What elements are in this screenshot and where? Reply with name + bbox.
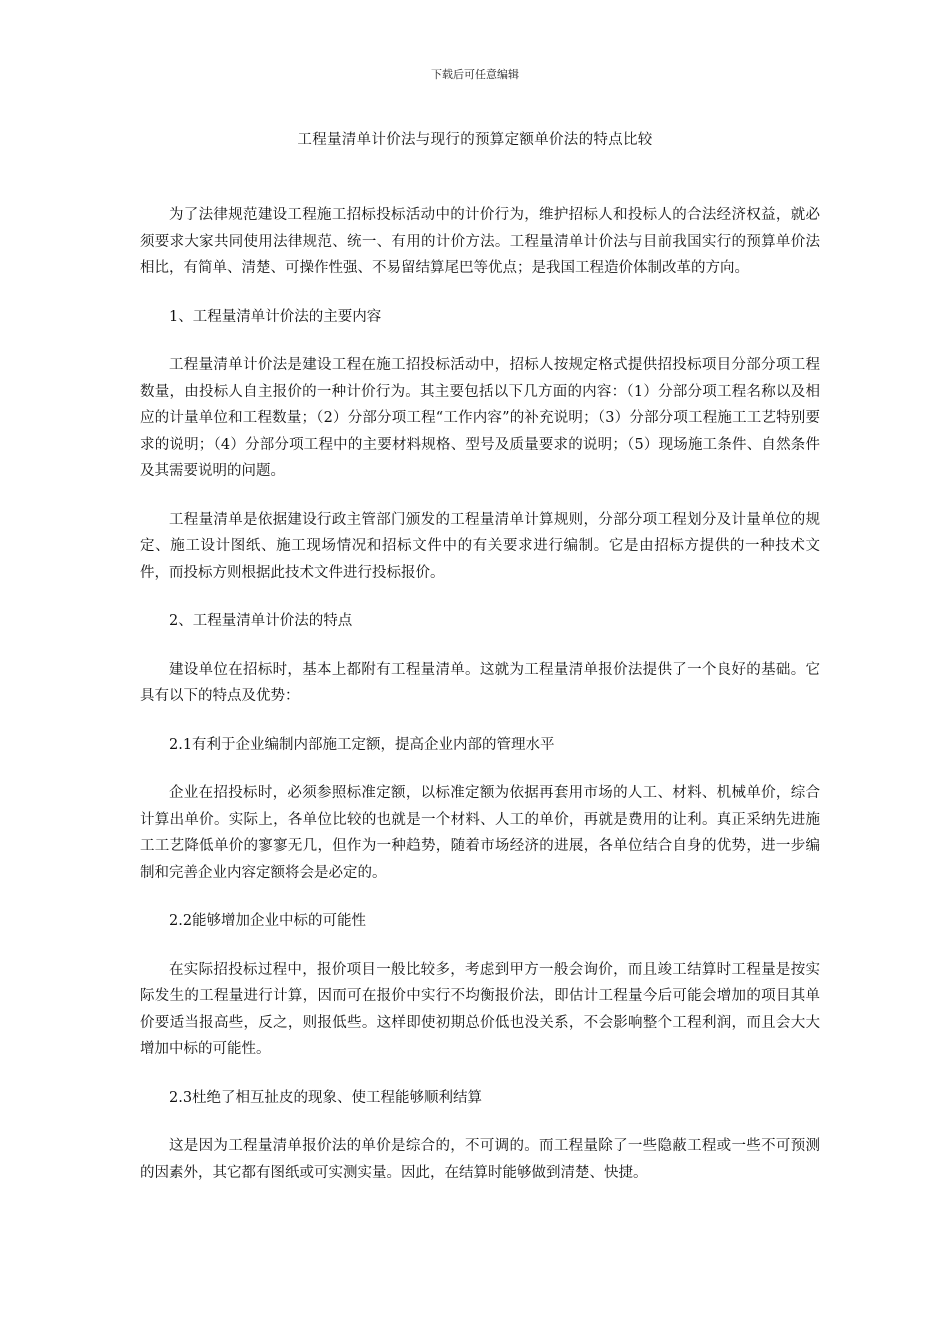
- paragraph-intro: 为了法律规范建设工程施工招标投标活动中的计价行为，维护招标人和投标人的合法经济权益，就必须要求大家共同使用法律规范、统一、有用的计价方法。工程量清单计价法与目前我国实行的预算单价法相比，有简单、清楚、可操作性强、不易留结算尾巴等优点；是我国工程造价体制改革的方向。: [140, 207, 820, 276]
- subsection-heading-2-2: 2.2能够增加企业中标的可能性: [169, 913, 367, 929]
- document-body: [140, 202, 820, 1208]
- paragraph-2-3: 这是因为工程量清单报价法的单价是综合的，不可调的。而工程量除了一些隐蔽工程或一些不可预测的因素外，其它都有图纸或可实测实量。因此，在结算时能够做到清楚、快捷。: [140, 1138, 820, 1181]
- header-note: 下载后可任意编辑: [431, 68, 519, 81]
- paragraph-content: 工程量清单计价法是建设工程在施工招投标活动中，招标人按规定格式提供招投标项目分部分项工程数量，由投标人自主报价的一种计价行为。其主要包括以下几方面的内容：（1）分部分项工程名称以及相应的计量单位和工程数量；（2）分部分项工程“工作内容”的补充说明；（3）分部分项工程施工工艺特别要求的说明；（4）分部分项工程中的主要材料规格、型号及质量要求的说明；（5）现场施工条件、自然条件及其需要说明的问题。: [140, 357, 820, 479]
- subsection-heading-2-1: 2.1有利于企业编制内部施工定额，提高企业内部的管理水平: [169, 736, 555, 753]
- section-heading-1: 1、工程量清单计价法的主要内容: [169, 308, 382, 325]
- paragraph-features-intro: 建设单位在招标时，基本上都附有工程量清单。这就为工程量清单报价法提供了一个良好的基础。它具有以下的特点及优势：: [140, 661, 820, 704]
- paragraph-2-2: 在实际招投标过程中，报价项目一般比较多，考虑到甲方一般会询价，而且竣工结算时工程量是按实际发生的工程量进行计算，因而可在报价中实行不均衡报价法，即估计工程量今后可能会增加的项目其单价要适当报高些，反之，则报低些。这样即使初期总价低也没关系，不会影响整个工程利润，而且会大大增加中标的可能性。: [140, 961, 820, 1057]
- subsection-heading-2-3: 2.3杜绝了相互扯皮的现象、使工程能够顺利结算: [169, 1089, 483, 1106]
- section-heading-2: 2、工程量清单计价法的特点: [169, 613, 353, 629]
- paragraph-2-1: 企业在招投标时，必须参照标准定额，以标准定额为依据再套用市场的人工、材料、机械单价，综合计算出单价。实际上，各单位比较的也就是一个材料、人工的单价，再就是费用的让利。真正采纳先进施工工艺降低单价的寥寥无几，但作为一种趋势，随着市场经济的进展，各单位结合自身的优势，进一步编制和完善企业内容定额将会是必定的。: [140, 785, 820, 881]
- document-title: 工程量清单计价法与现行的预算定额单价法的特点比较: [297, 132, 653, 148]
- paragraph-bill-definition: 工程量清单是依据建设行政主管部门颁发的工程量清单计算规则，分部分项工程划分及计量单位的规定、施工设计图纸、施工现场情况和招标文件中的有关要求进行编制。它是由招标方提供的一种技术文件，而投标方则根据此技术文件进行投标报价。: [140, 511, 820, 581]
